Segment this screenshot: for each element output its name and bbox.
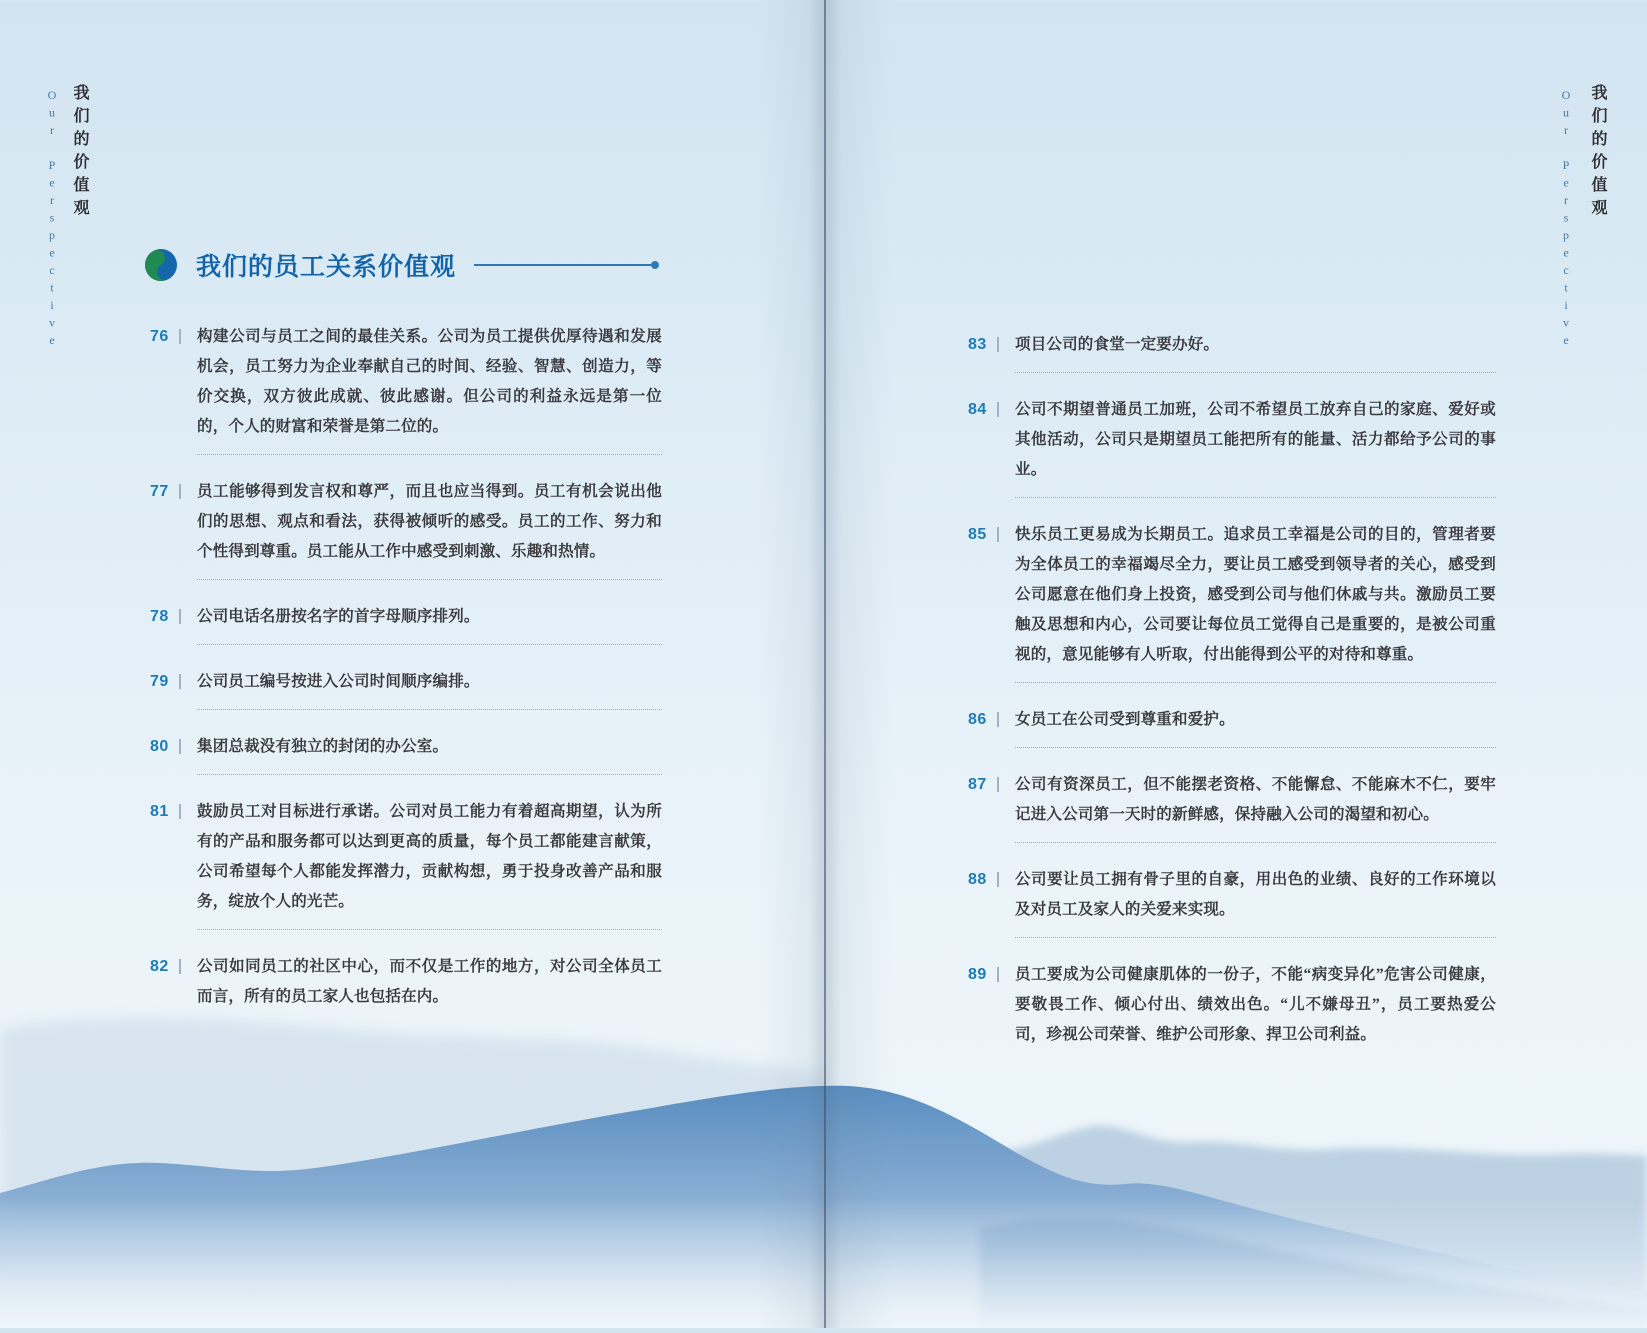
item-number: 82 bbox=[150, 958, 169, 975]
item-number-divider bbox=[997, 402, 999, 417]
item-number-cell bbox=[968, 865, 1015, 925]
item-number-divider bbox=[179, 609, 181, 624]
item-number: 85 bbox=[968, 526, 987, 543]
value-item-86 bbox=[968, 705, 1496, 735]
item-number-divider bbox=[179, 674, 181, 689]
item-number-divider bbox=[179, 329, 181, 344]
item-text: 员工能够得到发言权和尊严，而且也应当得到。员工有机会说出他们的思想、观点和看法，获得被倾听的感受。员工的工作、努力和个性得到尊重。员工能从工作中感受到刺激、乐趣和热情。 bbox=[197, 483, 662, 560]
section-header bbox=[143, 247, 657, 283]
right-page-items-column bbox=[968, 330, 1496, 1062]
dotted-separator bbox=[197, 929, 662, 930]
item-number-cell bbox=[150, 952, 197, 1012]
item-text: 公司如同员工的社区中心，而不仅是工作的地方，对公司全体员工而言，所有的员工家人也包括在内。 bbox=[197, 958, 662, 1005]
dotted-separator bbox=[197, 579, 662, 580]
item-number: 89 bbox=[968, 966, 987, 983]
item-number-divider bbox=[997, 777, 999, 792]
chapter-title-chinese-right: 我们的价值观 bbox=[1589, 84, 1606, 222]
item-text: 集团总裁没有独立的封闭的办公室。 bbox=[197, 738, 449, 755]
item-number: 83 bbox=[968, 336, 987, 353]
dotted-separator bbox=[1015, 497, 1496, 498]
item-number: 86 bbox=[968, 711, 987, 728]
section-title-rule bbox=[474, 264, 657, 266]
item-number-divider bbox=[997, 712, 999, 727]
dotted-separator bbox=[197, 454, 662, 455]
item-number-cell bbox=[150, 322, 197, 442]
item-number-cell bbox=[150, 797, 197, 917]
item-number-cell bbox=[150, 477, 197, 567]
item-number-cell bbox=[968, 770, 1015, 830]
item-number-cell bbox=[968, 520, 1015, 670]
item-number-cell bbox=[968, 395, 1015, 485]
item-text: 公司电话名册按名字的首字母顺序排列。 bbox=[197, 608, 480, 625]
item-text: 公司要让员工拥有骨子里的自豪，用出色的业绩、良好的工作环境以及对员工及家人的关爱来实现。 bbox=[1015, 871, 1496, 918]
item-number: 88 bbox=[968, 871, 987, 888]
item-text: 快乐员工更易成为长期员工。追求员工幸福是公司的目的，管理者要为全体员工的幸福竭尽全力，要让员工感受到领导者的关心，感受到公司愿意在他们身上投资，感受到公司与他们休戚与共。激励员工要触及思想和内心，公司要让每位员工觉得自己是重要的，是被公司重视的，意见能够有人听取，付出能得到公平的对待和尊重。 bbox=[1015, 526, 1496, 663]
value-item-82 bbox=[150, 952, 662, 1012]
value-item-84 bbox=[968, 395, 1496, 485]
item-number: 76 bbox=[150, 328, 169, 345]
item-number-cell bbox=[150, 667, 197, 697]
chapter-title-english-left: Our Perspective bbox=[45, 88, 59, 351]
item-number-cell bbox=[968, 330, 1015, 360]
item-number: 87 bbox=[968, 776, 987, 793]
dotted-separator bbox=[1015, 842, 1496, 843]
company-logo-icon bbox=[143, 247, 179, 283]
item-number-divider bbox=[997, 872, 999, 887]
chapter-title-chinese-left: 我们的价值观 bbox=[71, 84, 88, 222]
item-number-divider bbox=[997, 337, 999, 352]
item-text: 鼓励员工对目标进行承诺。公司对员工能力有着超高期望，认为所有的产品和服务都可以达到更高的质量，每个员工都能建言献策，公司希望每个人都能发挥潜力，贡献构想，勇于投身改善产品和服务，绽放个人的光芒。 bbox=[197, 803, 662, 910]
item-number-divider bbox=[179, 959, 181, 974]
item-number: 84 bbox=[968, 401, 987, 418]
item-number-divider bbox=[179, 484, 181, 499]
item-number-cell bbox=[968, 960, 1015, 1050]
value-item-76 bbox=[150, 322, 662, 442]
item-text: 构建公司与员工之间的最佳关系。公司为员工提供优厚待遇和发展机会，员工努力为企业奉献自己的时间、经验、智慧、创造力，等价交换，双方彼此成就、彼此感谢。但公司的利益永远是第一位的，个人的财富和荣誉是第二位的。 bbox=[197, 328, 662, 435]
item-number-divider bbox=[179, 804, 181, 819]
item-text: 公司员工编号按进入公司时间顺序编排。 bbox=[197, 673, 480, 690]
value-item-78 bbox=[150, 602, 662, 632]
value-item-77 bbox=[150, 477, 662, 567]
value-item-79 bbox=[150, 667, 662, 697]
dotted-separator bbox=[197, 774, 662, 775]
value-item-83 bbox=[968, 330, 1496, 360]
item-number-divider bbox=[997, 967, 999, 982]
value-item-80 bbox=[150, 732, 662, 762]
item-text: 公司有资深员工，但不能摆老资格、不能懈怠、不能麻木不仁，要牢记进入公司第一天时的新鲜感，保持融入公司的渴望和初心。 bbox=[1015, 776, 1496, 823]
dotted-separator bbox=[197, 644, 662, 645]
book-spine-line bbox=[824, 0, 826, 1328]
item-number-divider bbox=[997, 527, 999, 542]
item-number-divider bbox=[179, 739, 181, 754]
item-number-cell bbox=[150, 732, 197, 762]
dotted-separator bbox=[1015, 372, 1496, 373]
dotted-separator bbox=[1015, 747, 1496, 748]
item-number: 80 bbox=[150, 738, 169, 755]
item-number-cell bbox=[968, 705, 1015, 735]
item-number: 81 bbox=[150, 803, 169, 820]
item-number: 79 bbox=[150, 673, 169, 690]
section-title: 我们的员工关系价值观 bbox=[196, 253, 457, 281]
item-text: 员工要成为公司健康肌体的一份子，不能“病变异化”危害公司健康，要敬畏工作、倾心付出、绩效出色。“儿不嫌母丑”，员工要热爱公司，珍视公司荣誉、维护公司形象、捍卫公司利益。 bbox=[1015, 966, 1496, 1043]
chapter-title-english-right: Our Perspective bbox=[1559, 88, 1573, 351]
value-item-85 bbox=[968, 520, 1496, 670]
dotted-separator bbox=[1015, 682, 1496, 683]
item-number-cell bbox=[150, 602, 197, 632]
value-item-87 bbox=[968, 770, 1496, 830]
value-item-88 bbox=[968, 865, 1496, 925]
value-item-81 bbox=[150, 797, 662, 917]
value-item-89 bbox=[968, 960, 1496, 1050]
left-page-items-column bbox=[150, 322, 662, 1024]
item-text: 公司不期望普通员工加班，公司不希望员工放弃自己的家庭、爱好或其他活动，公司只是期望员工能把所有的能量、活力都给予公司的事业。 bbox=[1015, 401, 1496, 478]
dotted-separator bbox=[1015, 937, 1496, 938]
dotted-separator bbox=[197, 709, 662, 710]
item-text: 项目公司的食堂一定要办好。 bbox=[1015, 336, 1220, 353]
item-number: 77 bbox=[150, 483, 169, 500]
item-number: 78 bbox=[150, 608, 169, 625]
item-text: 女员工在公司受到尊重和爱护。 bbox=[1015, 711, 1235, 728]
